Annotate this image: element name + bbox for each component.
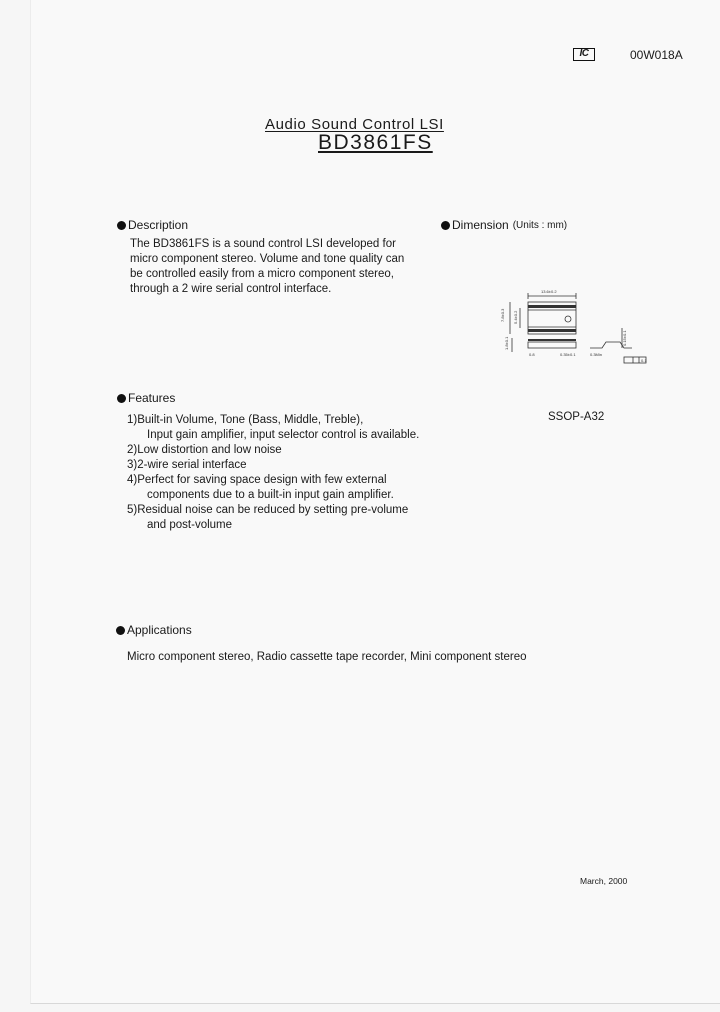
applications-heading-label: Applications <box>127 623 192 637</box>
bullet-icon <box>117 221 126 230</box>
features-heading-label: Features <box>128 391 176 405</box>
description-body <box>130 237 404 297</box>
applications-heading <box>116 623 192 637</box>
feature-item: 2)Low distortion and low noise <box>127 444 282 456</box>
part-number-title: BD3861FS <box>318 131 433 154</box>
dimension-units: (Units : mm) <box>512 219 568 231</box>
feature-item: 4)Perfect for saving space design with few external <box>127 474 387 486</box>
applications-text: Micro component stereo, Radio cassette tape recorder, Mini component stereo <box>127 651 527 663</box>
bullet-icon <box>117 394 126 403</box>
ic-logo: IC <box>573 48 595 61</box>
features-heading <box>117 391 175 405</box>
bullet-icon <box>441 221 450 230</box>
bullet-icon <box>116 626 125 635</box>
description-heading <box>117 218 188 232</box>
feature-item: Input gain amplifier, input selector control is available. <box>147 429 420 441</box>
dim-width-a-label: 7.8±0.3 <box>500 308 505 322</box>
dim-tol-label: 0.1 <box>641 358 647 363</box>
feature-item: 1)Built-in Volume, Tone (Bass, Middle, Treble), <box>127 414 364 426</box>
publication-date: March, 2000 <box>580 876 628 886</box>
description-heading-label: Description <box>128 218 189 232</box>
description-line: through a 2 wire serial control interface. <box>130 283 332 295</box>
feature-item: 3)2-wire serial interface <box>127 459 247 471</box>
dim-lead-label: 0.35±0.1 <box>560 352 576 357</box>
description-line: The BD3861FS is a sound control LSI developed for <box>130 238 396 250</box>
dim-standoff-label: 0.3Min <box>590 352 603 357</box>
description-line: be controlled easily from a micro component stereo, <box>130 268 394 280</box>
document-subtitle: Audio Sound Control LSI <box>265 116 444 133</box>
dimension-heading-label: Dimension <box>452 218 509 232</box>
package-name: SSOP-A32 <box>548 411 605 423</box>
package-dimension-drawing <box>498 286 650 368</box>
dim-pitch-label: 0.8 <box>529 352 535 357</box>
document-number: 00W018A <box>630 48 683 62</box>
dim-thick-label: 0.15±0.1 <box>622 330 627 346</box>
feature-item: 5)Residual noise can be reduced by setting pre-volume <box>127 504 409 516</box>
dim-height-label: 1.8±0.1 <box>504 336 509 350</box>
description-line: micro component stereo. Volume and tone quality can <box>130 253 405 265</box>
dimension-heading <box>441 218 567 232</box>
feature-item: components due to a built-in input gain amplifier. <box>147 489 394 501</box>
features-list <box>127 413 419 533</box>
feature-item: and post-volume <box>147 519 233 531</box>
dim-width-b-label: 5.4±0.2 <box>513 310 518 324</box>
dim-length-label: 13.6±0.2 <box>541 289 557 294</box>
